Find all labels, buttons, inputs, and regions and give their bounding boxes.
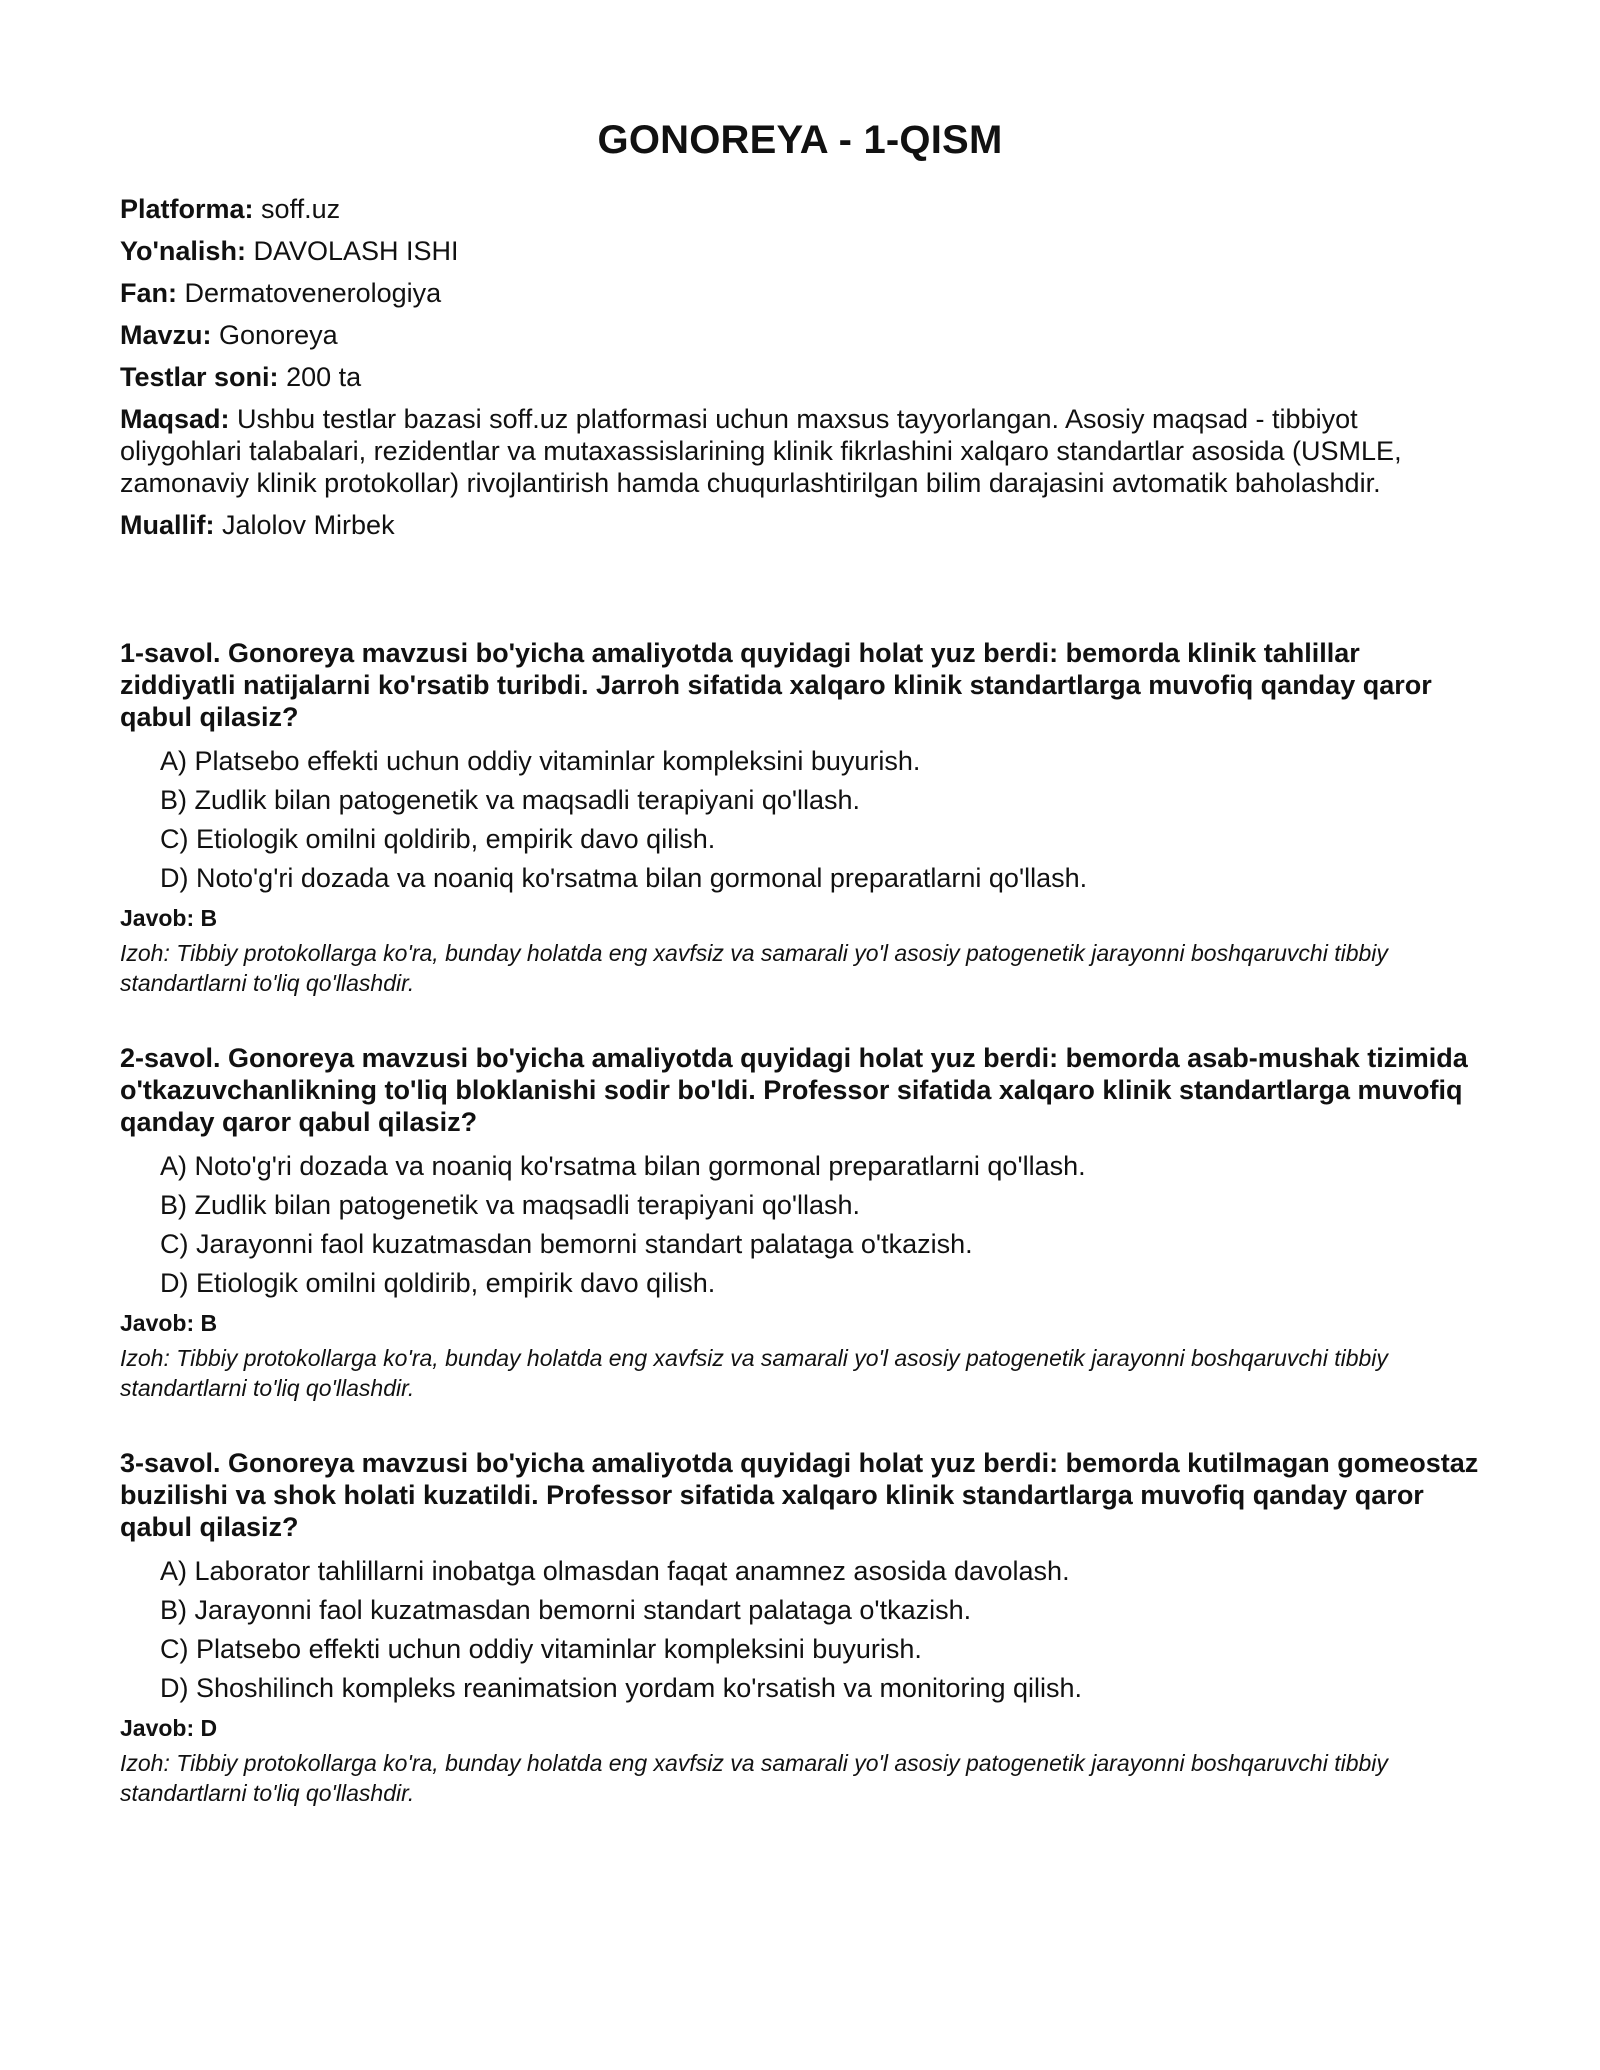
- explanation-text: Izoh: Tibbiy protokollarga ko'ra, bunday holatda eng xavfsiz va samarali yo'l asosiy patogenetik jarayonni boshqaruvchi tibbiy standartlarni to'liq qo'llashdir.: [120, 940, 1388, 996]
- meta-label: Mavzu:: [120, 320, 212, 350]
- question-text: 2-savol. Gonoreya mavzusi bo'yicha amaliyotda quyidagi holat yuz berdi: bemorda asab-mushak tizimida o'tkazuvchanlikning to'liq bloklanishi sodir bo'ldi. Professor sifatida xalqaro klinik standartlarga muvofiq qanday qaror qabul qilasiz?: [120, 1043, 1468, 1137]
- meta-value: DAVOLASH ISHI: [253, 236, 459, 266]
- question-2: [120, 1042, 1480, 1403]
- meta-subject: [120, 277, 1480, 309]
- meta-value: Gonoreya: [219, 320, 338, 350]
- meta-test-count: [120, 361, 1480, 393]
- option-d: D) Shoshilinch kompleks reanimatsion yordam ko'rsatish va monitoring qilish.: [160, 1673, 1083, 1703]
- option-b: B) Zudlik bilan patogenetik va maqsadli terapiyani qo'llash.: [160, 785, 861, 815]
- option-d: D) Noto'g'ri dozada va noaniq ko'rsatma bilan gormonal preparatlarni qo'llash.: [160, 863, 1088, 893]
- meta-label: Muallif:: [120, 510, 215, 540]
- explanation-text: Izoh: Tibbiy protokollarga ko'ra, bunday holatda eng xavfsiz va samarali yo'l asosiy patogenetik jarayonni boshqaruvchi tibbiy standartlarni to'liq qo'llashdir.: [120, 1345, 1388, 1401]
- meta-topic: [120, 319, 1480, 351]
- option-d: D) Etiologik omilni qoldirib, empirik davo qilish.: [160, 1268, 716, 1298]
- question-3: [120, 1447, 1480, 1808]
- option-c: C) Jarayonni faol kuzatmasdan bemorni standart palataga o'tkazish.: [160, 1229, 973, 1259]
- meta-goal: [120, 403, 1480, 499]
- question-text: 1-savol. Gonoreya mavzusi bo'yicha amaliyotda quyidagi holat yuz berdi: bemorda klinik tahlillar ziddiyatli natijalarni ko'rsatib turibdi. Jarroh sifatida xalqaro klinik standartlarga muvofiq qanday qaror qabul qilasiz?: [120, 638, 1432, 732]
- meta-value: 200 ta: [286, 362, 362, 392]
- explanation-text: Izoh: Tibbiy protokollarga ko'ra, bunday holatda eng xavfsiz va samarali yo'l asosiy patogenetik jarayonni boshqaruvchi tibbiy standartlarni to'liq qo'llashdir.: [120, 1750, 1388, 1806]
- document-page: [120, 118, 1480, 1852]
- option-a: A) Platsebo effekti uchun oddiy vitaminlar kompleksini buyurish.: [160, 746, 921, 776]
- option-list: [120, 745, 1480, 894]
- option-a: A) Noto'g'ri dozada va noaniq ko'rsatma bilan gormonal preparatlarni qo'llash.: [160, 1151, 1086, 1181]
- option-b: B) Jarayonni faol kuzatmasdan bemorni standart palataga o'tkazish.: [160, 1595, 972, 1625]
- meta-author: [120, 509, 1480, 541]
- meta-label: Maqsad:: [120, 404, 230, 434]
- meta-label: Testlar soni:: [120, 362, 279, 392]
- answer-label: Javob: B: [120, 1310, 218, 1336]
- meta-value: Ushbu testlar bazasi soff.uz platformasi uchun maxsus tayyorlangan. Asosiy maqsad - tibbiyot oliygohlari talabalari, rezidentlar va mutaxassislarining klinik fikrlashini xalqaro standartlar asosida (USMLE, zamonaviy klinik protokollar) rivojlantirish hamda chuqurlashtirilgan bilim darajasini avtomatik baholashdir.: [120, 404, 1402, 498]
- option-b: B) Zudlik bilan patogenetik va maqsadli terapiyani qo'llash.: [160, 1190, 861, 1220]
- meta-label: Platforma:: [120, 194, 254, 224]
- answer-label: Javob: B: [120, 905, 218, 931]
- meta-label: Fan:: [120, 278, 177, 308]
- meta-value: Dermatovenerologiya: [184, 278, 442, 308]
- option-list: [120, 1555, 1480, 1704]
- option-c: C) Platsebo effekti uchun oddiy vitaminlar kompleksini buyurish.: [160, 1634, 922, 1664]
- meta-value: Jalolov Mirbek: [222, 510, 395, 540]
- answer-label: Javob: D: [120, 1715, 218, 1741]
- option-a: A) Laborator tahlillarni inobatga olmasdan faqat anamnez asosida davolash.: [160, 1556, 1070, 1586]
- option-c: C) Etiologik omilni qoldirib, empirik davo qilish.: [160, 824, 716, 854]
- question-1: [120, 637, 1480, 998]
- meta-platform: [120, 193, 1480, 225]
- question-text: 3-savol. Gonoreya mavzusi bo'yicha amaliyotda quyidagi holat yuz berdi: bemorda kutilmagan gomeostaz buzilishi va shok holati kuzatildi. Professor sifatida xalqaro klinik standartlarga muvofiq qanday qaror qabul qilasiz?: [120, 1448, 1479, 1542]
- section-spacer: [120, 551, 1480, 637]
- meta-direction: [120, 235, 1480, 267]
- option-list: [120, 1150, 1480, 1299]
- document-title: GONOREYA - 1-QISM: [597, 118, 1003, 162]
- meta-label: Yo'nalish:: [120, 236, 246, 266]
- meta-value: soff.uz: [261, 194, 341, 224]
- metadata-section: [120, 193, 1480, 541]
